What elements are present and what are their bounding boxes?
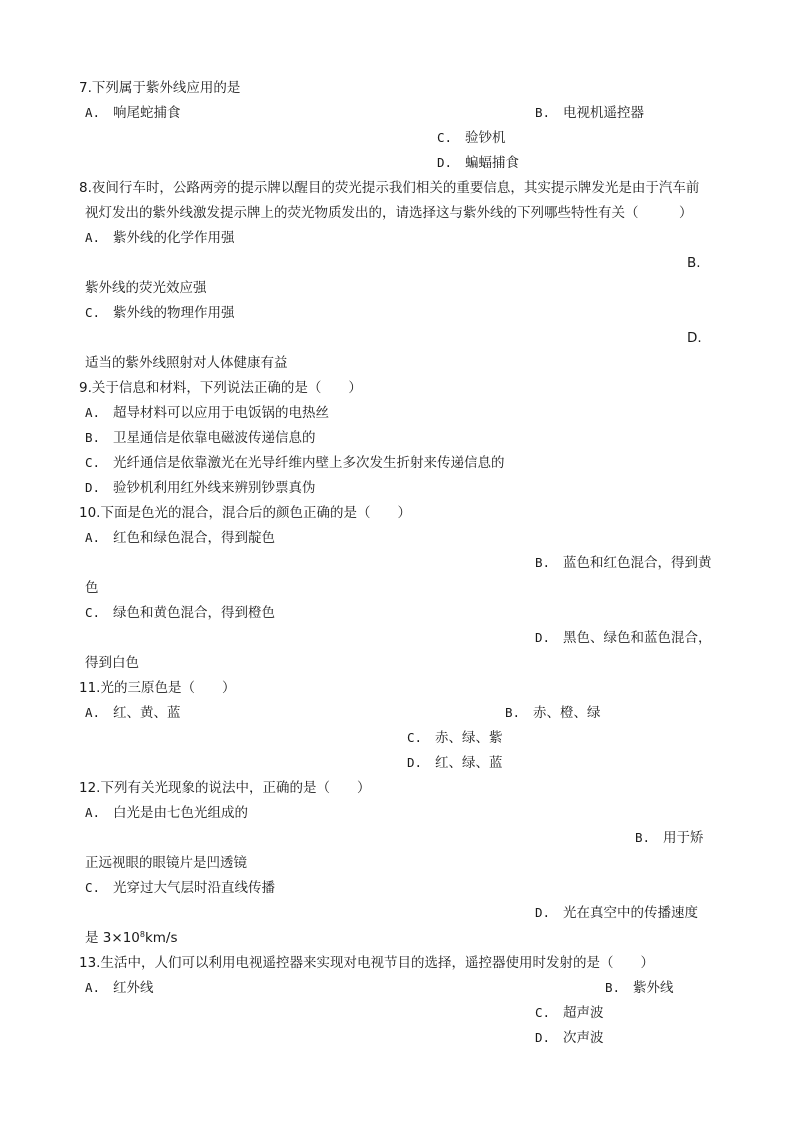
question-11-option-a[interactable]: A. 红、黄、蓝 [85,705,181,721]
question-9-option-b[interactable]: B. 卫星通信是依靠电磁波传递信息的 [85,430,316,446]
question-8-stem-line2: 视灯发出的紫外线激发提示牌上的荧光物质发出的，请选择这与紫外线的下列哪些特性有关（ ） [85,205,693,221]
question-8-option-d-letter[interactable]: D. [687,330,702,346]
question-10-option-d-cont: 得到白色 [85,655,139,671]
question-11-option-c[interactable]: C. 赤、绿、紫 [407,730,503,746]
question-10-option-c[interactable]: C. 绿色和黄色混合，得到橙色 [85,605,275,621]
question-7-option-c[interactable]: C. 验钞机 [437,130,506,146]
question-8-option-d-text: 适当的紫外线照射对人体健康有益 [85,355,288,371]
question-10-option-a[interactable]: A. 红色和绿色混合，得到靛色 [85,530,275,546]
question-7-option-d[interactable]: D. 蝙蝠捕食 [437,155,519,171]
question-11-option-d[interactable]: D. 红、绿、蓝 [407,755,503,771]
question-12-stem: 12.下列有关光现象的说法中，正确的是（ ） [79,780,371,796]
question-10-option-b-cont: 色 [85,580,99,596]
question-12-option-b-cont: 正远视眼的眼镜片是凹透镜 [85,855,247,871]
question-12-option-d-cont: 是 $3\times 10^8km/s$ [85,930,178,946]
question-9-stem: 9.关于信息和材料，下列说法正确的是（ ） [79,380,362,396]
question-10-option-d[interactable]: D. 黑色、绿色和蓝色混合， [535,630,712,646]
question-12-option-c[interactable]: C. 光穿过大气层时沿直线传播 [85,880,275,896]
question-8-option-b-text: 紫外线的荧光效应强 [85,280,207,296]
question-8-option-b-letter[interactable]: B. [687,255,701,271]
question-9-option-a[interactable]: A. 超导材料可以应用于电饭锅的电热丝 [85,405,329,421]
question-10-option-b[interactable]: B. 蓝色和红色混合，得到黄 [535,555,712,571]
question-13-option-a[interactable]: A. 红外线 [85,980,154,996]
question-7-option-a[interactable]: A. 响尾蛇捕食 [85,105,181,121]
question-13-option-b[interactable]: B. 紫外线 [605,980,674,996]
question-11-option-b[interactable]: B. 赤、橙、绿 [505,705,601,721]
question-8-option-c[interactable]: C. 紫外线的物理作用强 [85,305,235,321]
question-12-option-b[interactable]: B. 用于矫 [635,830,704,846]
question-11-stem: 11.光的三原色是（ ） [79,680,236,696]
question-12-option-d[interactable]: D. 光在真空中的传播速度 [535,905,698,921]
question-13-option-d[interactable]: D. 次声波 [535,1030,604,1046]
question-12-option-a[interactable]: A. 白光是由七色光组成的 [85,805,248,821]
question-10-stem: 10.下面是色光的混合，混合后的颜色正确的是（ ） [79,505,411,521]
question-13-option-c[interactable]: C. 超声波 [535,1005,604,1021]
question-13-stem: 13.生活中，人们可以利用电视遥控器来实现对电视节目的选择，遥控器使用时发射的是（ ） [79,955,654,971]
question-8-option-a[interactable]: A. 紫外线的化学作用强 [85,230,235,246]
question-7-option-b[interactable]: B. 电视机遥控器 [535,105,644,121]
question-8-stem-line1: 8.夜间行车时，公路两旁的提示牌以醒目的荧光提示我们相关的重要信息，其实提示牌发光是由于汽车前 [79,180,700,196]
question-9-option-c[interactable]: C. 光纤通信是依靠激光在光导纤维内壁上多次发生折射来传递信息的 [85,455,505,471]
question-9-option-d[interactable]: D. 验钞机利用红外线来辨别钞票真伪 [85,480,316,496]
question-7-stem: 7.下列属于紫外线应用的是 [79,80,241,96]
